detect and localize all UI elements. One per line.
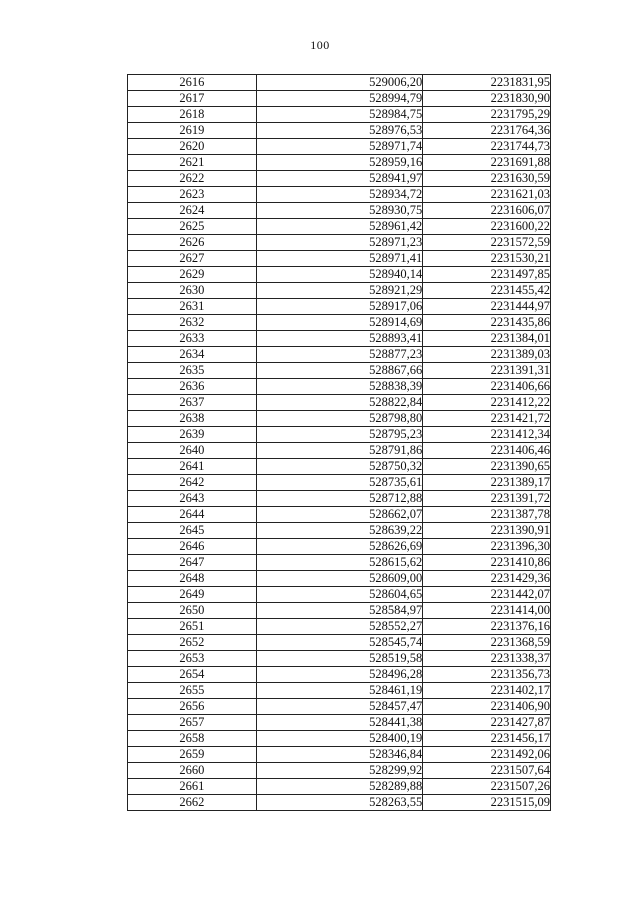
y-coordinate-cell: 2231389,17 [423, 475, 551, 491]
x-coordinate-cell: 528976,53 [256, 123, 423, 139]
table-row [128, 443, 551, 459]
y-coordinate-cell: 2231412,34 [423, 427, 551, 443]
y-coordinate-cell: 2231389,03 [423, 347, 551, 363]
table-row [128, 619, 551, 635]
table-row [128, 75, 551, 91]
y-coordinate-cell: 2231831,95 [423, 75, 551, 91]
x-coordinate-cell: 528615,62 [256, 555, 423, 571]
x-coordinate-cell: 528735,61 [256, 475, 423, 491]
x-coordinate-cell: 528941,97 [256, 171, 423, 187]
y-coordinate-cell: 2231427,87 [423, 715, 551, 731]
table-row [128, 315, 551, 331]
y-coordinate-cell: 2231406,46 [423, 443, 551, 459]
table-row [128, 235, 551, 251]
y-coordinate-cell: 2231691,88 [423, 155, 551, 171]
table-row [128, 651, 551, 667]
table-row [128, 491, 551, 507]
table-row [128, 395, 551, 411]
y-coordinate-cell: 2231497,85 [423, 267, 551, 283]
point-number-cell: 2641 [128, 459, 257, 475]
y-coordinate-cell: 2231795,29 [423, 107, 551, 123]
y-coordinate-cell: 2231391,72 [423, 491, 551, 507]
table-row [128, 107, 551, 123]
point-number-cell: 2636 [128, 379, 257, 395]
point-number-cell: 2653 [128, 651, 257, 667]
y-coordinate-cell: 2231530,21 [423, 251, 551, 267]
x-coordinate-cell: 528971,74 [256, 139, 423, 155]
y-coordinate-cell: 2231630,59 [423, 171, 551, 187]
point-number-cell: 2623 [128, 187, 257, 203]
point-number-cell: 2657 [128, 715, 257, 731]
x-coordinate-cell: 528496,28 [256, 667, 423, 683]
point-number-cell: 2658 [128, 731, 257, 747]
x-coordinate-cell: 528545,74 [256, 635, 423, 651]
y-coordinate-cell: 2231764,36 [423, 123, 551, 139]
table-row [128, 379, 551, 395]
y-coordinate-cell: 2231606,07 [423, 203, 551, 219]
table-row [128, 763, 551, 779]
table-row [128, 139, 551, 155]
x-coordinate-cell: 528604,65 [256, 587, 423, 603]
y-coordinate-cell: 2231456,17 [423, 731, 551, 747]
point-number-cell: 2637 [128, 395, 257, 411]
table-row [128, 699, 551, 715]
x-coordinate-cell: 528299,92 [256, 763, 423, 779]
point-number-cell: 2633 [128, 331, 257, 347]
point-number-cell: 2631 [128, 299, 257, 315]
point-number-cell: 2643 [128, 491, 257, 507]
x-coordinate-cell: 528822,84 [256, 395, 423, 411]
y-coordinate-cell: 2231621,03 [423, 187, 551, 203]
y-coordinate-cell: 2231429,36 [423, 571, 551, 587]
y-coordinate-cell: 2231435,86 [423, 315, 551, 331]
point-number-cell: 2621 [128, 155, 257, 171]
x-coordinate-cell: 528461,19 [256, 683, 423, 699]
x-coordinate-cell: 528971,23 [256, 235, 423, 251]
table-row [128, 523, 551, 539]
point-number-cell: 2646 [128, 539, 257, 555]
y-coordinate-cell: 2231515,09 [423, 795, 551, 811]
x-coordinate-cell: 528984,75 [256, 107, 423, 123]
x-coordinate-cell: 528263,55 [256, 795, 423, 811]
y-coordinate-cell: 2231421,72 [423, 411, 551, 427]
table-row [128, 171, 551, 187]
x-coordinate-cell: 528934,72 [256, 187, 423, 203]
x-coordinate-cell: 528838,39 [256, 379, 423, 395]
x-coordinate-cell: 528940,14 [256, 267, 423, 283]
y-coordinate-cell: 2231600,22 [423, 219, 551, 235]
point-number-cell: 2662 [128, 795, 257, 811]
x-coordinate-cell: 528626,69 [256, 539, 423, 555]
point-number-cell: 2620 [128, 139, 257, 155]
table-row [128, 747, 551, 763]
x-coordinate-cell: 528893,41 [256, 331, 423, 347]
coordinates-table [127, 74, 551, 811]
x-coordinate-cell: 528457,47 [256, 699, 423, 715]
x-coordinate-cell: 528750,32 [256, 459, 423, 475]
x-coordinate-cell: 528921,29 [256, 283, 423, 299]
page-number: 100 [310, 38, 330, 52]
y-coordinate-cell: 2231414,00 [423, 603, 551, 619]
point-number-cell: 2642 [128, 475, 257, 491]
x-coordinate-cell: 528917,06 [256, 299, 423, 315]
table-row [128, 475, 551, 491]
table-row [128, 91, 551, 107]
point-number-cell: 2632 [128, 315, 257, 331]
y-coordinate-cell: 2231744,73 [423, 139, 551, 155]
table-row [128, 331, 551, 347]
point-number-cell: 2627 [128, 251, 257, 267]
point-number-cell: 2624 [128, 203, 257, 219]
x-coordinate-cell: 528961,42 [256, 219, 423, 235]
point-number-cell: 2651 [128, 619, 257, 635]
y-coordinate-cell: 2231442,07 [423, 587, 551, 603]
table-row [128, 683, 551, 699]
table-row [128, 187, 551, 203]
y-coordinate-cell: 2231390,65 [423, 459, 551, 475]
point-number-cell: 2626 [128, 235, 257, 251]
table-row [128, 299, 551, 315]
point-number-cell: 2634 [128, 347, 257, 363]
point-number-cell: 2644 [128, 507, 257, 523]
y-coordinate-cell: 2231507,26 [423, 779, 551, 795]
point-number-cell: 2648 [128, 571, 257, 587]
table-row [128, 603, 551, 619]
coordinates-table-body [128, 75, 551, 811]
point-number-cell: 2625 [128, 219, 257, 235]
point-number-cell: 2618 [128, 107, 257, 123]
y-coordinate-cell: 2231338,37 [423, 651, 551, 667]
x-coordinate-cell: 528441,38 [256, 715, 423, 731]
y-coordinate-cell: 2231356,73 [423, 667, 551, 683]
x-coordinate-cell: 528400,19 [256, 731, 423, 747]
y-coordinate-cell: 2231396,30 [423, 539, 551, 555]
y-coordinate-cell: 2231402,17 [423, 683, 551, 699]
point-number-cell: 2650 [128, 603, 257, 619]
point-number-cell: 2640 [128, 443, 257, 459]
table-row [128, 363, 551, 379]
x-coordinate-cell: 528959,16 [256, 155, 423, 171]
x-coordinate-cell: 528712,88 [256, 491, 423, 507]
x-coordinate-cell: 528994,79 [256, 91, 423, 107]
table-row [128, 731, 551, 747]
y-coordinate-cell: 2231455,42 [423, 283, 551, 299]
point-number-cell: 2652 [128, 635, 257, 651]
table-row [128, 283, 551, 299]
y-coordinate-cell: 2231412,22 [423, 395, 551, 411]
y-coordinate-cell: 2231387,78 [423, 507, 551, 523]
table-row [128, 555, 551, 571]
y-coordinate-cell: 2231391,31 [423, 363, 551, 379]
table-row [128, 123, 551, 139]
x-coordinate-cell: 528552,27 [256, 619, 423, 635]
x-coordinate-cell: 528662,07 [256, 507, 423, 523]
table-row [128, 251, 551, 267]
y-coordinate-cell: 2231507,64 [423, 763, 551, 779]
x-coordinate-cell: 529006,20 [256, 75, 423, 91]
table-row [128, 571, 551, 587]
x-coordinate-cell: 528289,88 [256, 779, 423, 795]
table-row [128, 795, 551, 811]
y-coordinate-cell: 2231410,86 [423, 555, 551, 571]
point-number-cell: 2619 [128, 123, 257, 139]
point-number-cell: 2622 [128, 171, 257, 187]
point-number-cell: 2629 [128, 267, 257, 283]
point-number-cell: 2638 [128, 411, 257, 427]
point-number-cell: 2655 [128, 683, 257, 699]
table-row [128, 155, 551, 171]
table-row [128, 635, 551, 651]
table-row [128, 459, 551, 475]
point-number-cell: 2635 [128, 363, 257, 379]
table-row [128, 219, 551, 235]
y-coordinate-cell: 2231406,90 [423, 699, 551, 715]
point-number-cell: 2661 [128, 779, 257, 795]
table-row [128, 715, 551, 731]
table-row [128, 539, 551, 555]
point-number-cell: 2649 [128, 587, 257, 603]
table-row [128, 267, 551, 283]
y-coordinate-cell: 2231390,91 [423, 523, 551, 539]
x-coordinate-cell: 528519,58 [256, 651, 423, 667]
table-row [128, 411, 551, 427]
point-number-cell: 2647 [128, 555, 257, 571]
y-coordinate-cell: 2231572,59 [423, 235, 551, 251]
table-row [128, 779, 551, 795]
x-coordinate-cell: 528877,23 [256, 347, 423, 363]
x-coordinate-cell: 528867,66 [256, 363, 423, 379]
y-coordinate-cell: 2231444,97 [423, 299, 551, 315]
y-coordinate-cell: 2231376,16 [423, 619, 551, 635]
x-coordinate-cell: 528346,84 [256, 747, 423, 763]
point-number-cell: 2639 [128, 427, 257, 443]
x-coordinate-cell: 528971,41 [256, 251, 423, 267]
table-row [128, 587, 551, 603]
x-coordinate-cell: 528930,75 [256, 203, 423, 219]
point-number-cell: 2645 [128, 523, 257, 539]
x-coordinate-cell: 528791,86 [256, 443, 423, 459]
point-number-cell: 2654 [128, 667, 257, 683]
table-row [128, 667, 551, 683]
x-coordinate-cell: 528609,00 [256, 571, 423, 587]
y-coordinate-cell: 2231384,01 [423, 331, 551, 347]
y-coordinate-cell: 2231406,66 [423, 379, 551, 395]
point-number-cell: 2656 [128, 699, 257, 715]
point-number-cell: 2660 [128, 763, 257, 779]
point-number-cell: 2630 [128, 283, 257, 299]
point-number-cell: 2616 [128, 75, 257, 91]
x-coordinate-cell: 528795,23 [256, 427, 423, 443]
x-coordinate-cell: 528584,97 [256, 603, 423, 619]
table-row [128, 427, 551, 443]
table-row [128, 203, 551, 219]
x-coordinate-cell: 528914,69 [256, 315, 423, 331]
point-number-cell: 2659 [128, 747, 257, 763]
table-row [128, 347, 551, 363]
x-coordinate-cell: 528798,80 [256, 411, 423, 427]
point-number-cell: 2617 [128, 91, 257, 107]
y-coordinate-cell: 2231830,90 [423, 91, 551, 107]
y-coordinate-cell: 2231492,06 [423, 747, 551, 763]
y-coordinate-cell: 2231368,59 [423, 635, 551, 651]
x-coordinate-cell: 528639,22 [256, 523, 423, 539]
table-row [128, 507, 551, 523]
